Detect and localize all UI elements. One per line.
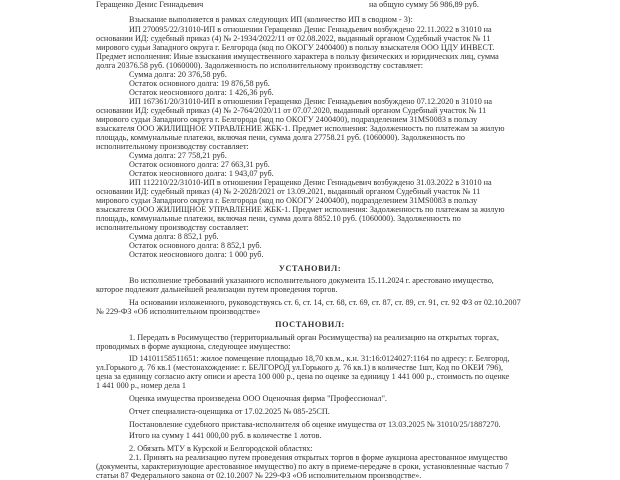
document-line: 2. Обязать МТУ в Курской и Белгородской областях: <box>129 444 313 453</box>
document-line: Геращенко Денис Геннадьевич <box>96 0 204 9</box>
document-line: ИП 112210/22/31010-ИП в отношении Геращенко Денис Геннадьевич возбуждено 31.03.2022 в 31010 на <box>129 178 492 187</box>
document-line: ИП 270095/22/31010-ИП в отношении Геращенко Денис Геннадьевич возбуждено 22.11.2022 в 31010 на <box>129 25 492 34</box>
document-line: основании ИД: судебный приказ (4) № 2-2028/2021 от 13.09.2021, выданный органом Судебный участок № 11 <box>96 187 481 196</box>
document-line: На основании изложенного, руководствуясь ст. 6, ст. 14, ст. 68, ст. 69, ст. 87, ст. 89, ст. 91, ст. 92 ФЗ от 02.10.2007 <box>129 298 521 307</box>
document-line: Остаток неосновного долга: 1 426,36 руб. <box>129 88 274 97</box>
document-line: Оценка имущества произведена ООО Оценочная фирма "Профессионал". <box>129 394 387 403</box>
document-line: ИП 167361/20/31010-ИП в отношении Геращенко Денис Геннадьевич возбуждено 07.12.2020 в 31010 на <box>129 97 492 106</box>
document-line: исполнительному производству составляет: <box>96 142 249 151</box>
document-line: Сумма долга: 8 852,1 руб. <box>129 232 219 241</box>
document-line: на общую сумму 56 986,89 руб. <box>369 0 479 9</box>
document-line: Остаток основного долга: 19 876,58 руб. <box>129 79 270 88</box>
document-line: взыскателя ООО ЖИЛИЩНОЕ УПРАВЛЕНИЕ ЖБК-1. Предмет исполнения: Задолженность по платежам за жилую <box>96 124 505 133</box>
document-line: Отчет специалиста-оценщика от 17.02.2025 № 085-25СП. <box>129 407 330 416</box>
document-line: которое подлежит дальнейшей реализации путем проведения торгов. <box>96 285 338 294</box>
section-heading: ПОСТАНОВИЛ: <box>275 320 345 329</box>
document-line: Остаток основного долга: 8 852,1 руб. <box>129 241 262 250</box>
document-line: мирового судьи Западного округа г. Белгорода (код по ОКОГУ 2400400), подразделением 31МS0083 в пользу <box>96 115 478 124</box>
document-line: Итого на сумму 1 441 000,00 руб. в количестве 1 лотов. <box>129 431 322 440</box>
document-line: долга 20376.58 руб. (1060000). Задолженность по исполнительному производству составляет: <box>96 61 424 70</box>
document-line: исполнительному производству составляет: <box>96 223 249 232</box>
document-line: статьи 87 Федерального закона от 02.10.2007 № 229-ФЗ «Об исполнительном производстве». <box>96 471 422 480</box>
document-line: Остаток неосновного долга: 1 943,07 руб. <box>129 169 274 178</box>
document-line: Взыскание выполняется в рамках следующих ИП (количество ИП в сводном - 3): <box>129 15 413 24</box>
document-line: ул.Горького д. 76 кв.1 (местонахождение: г. БЕЛГОРОД ул.Горького д. 76 кв.1) в количестве 1шт, Код по ОКЕИ 796), <box>96 363 504 372</box>
document-line: Во исполнение требований указанного исполнительного документа 15.11.2024 г. арестовано имущество, <box>129 276 494 285</box>
section-heading: УСТАНОВИЛ: <box>278 264 342 273</box>
document-line: Остаток неосновного долга: 1 000 руб. <box>129 250 264 259</box>
document-line: Предмет исполнения: Иные взыскания имущественного характера в пользу физических и юридических лиц, сумма <box>96 52 499 61</box>
document-line: цена за единицу согласно акту описи и ареста 100 000 р., цена по оценке за единицу 1 441 000 р., стоимость по оценке <box>96 372 510 381</box>
document-line: Сумма долга: 20 376,58 руб. <box>129 70 227 79</box>
document-line: площадь, коммунальные платежи, включая пени, сумма долга 27758.21 руб. (1060000). Задолженность по <box>96 133 465 142</box>
document-line: № 229-ФЗ «Об исполнительном производстве» <box>96 307 261 316</box>
document-line: мирового судьи Западного округа г. Белгорода (код по ОКОГУ 2400400), подразделением 31МS0083 в пользу <box>96 196 478 205</box>
document-line: основании ИД: судебный приказ (4) № 2-1934/2022/11 от 02.08.2022, выданный органом Судебный участок № 11 <box>96 34 491 43</box>
document-line: 1. Передать в Росимущество (территориальный орган Росимущества) на реализацию на открытых торгах, <box>129 333 499 342</box>
document-line: 1 441 000 р., номер дела 1 <box>96 381 186 390</box>
document-line: Остаток основного долга: 27 663,31 руб. <box>129 160 270 169</box>
document-line: Постановление судебного пристава-исполнителя об оценке имущества от 13.03.2025 № 31010/25/1887270. <box>129 420 501 429</box>
document-line: ID 14101158511651: жилое помещение площадью 18,70 кв.м., к.н. 31:16:0124027:1164 по адресу: г. Белгород, <box>129 354 510 363</box>
document-line: 2.1. Принять на реализацию путем проведения открытых торгов в форме аукциона арестованное имущество <box>129 453 508 462</box>
document-line: взыскателя ООО ЖИЛИЩНОЕ УПРАВЛЕНИЕ ЖБК-1. Предмет исполнения: Задолженность по платежам за жилую <box>96 205 505 214</box>
document-line: (документы, характеризующие арестованное имущество) по акту в приеме-передаче в сроки, установленные частью 7 <box>96 462 509 471</box>
document-line: Сумма долга: 27 758,21 руб. <box>129 151 227 160</box>
document-line: проводимых в форме аукциона, следующее имущество: <box>96 342 291 351</box>
document-line: основании ИД: судебный приказ (4) № 2-764/2020/11 от 07.07.2020, выданный органом Судебный участок № 11 <box>96 106 487 115</box>
document-line: площадь, коммунальные платежи, включая пени, сумма долга 8852.10 руб. (1060000). Задолженность по <box>96 214 461 223</box>
document-line: мирового судьи Западного округа г. Белгорода (код по ОКОГУ 2400400) в пользу взыскателя ООО ЦДУ ИНВЕСТ. <box>96 43 495 52</box>
